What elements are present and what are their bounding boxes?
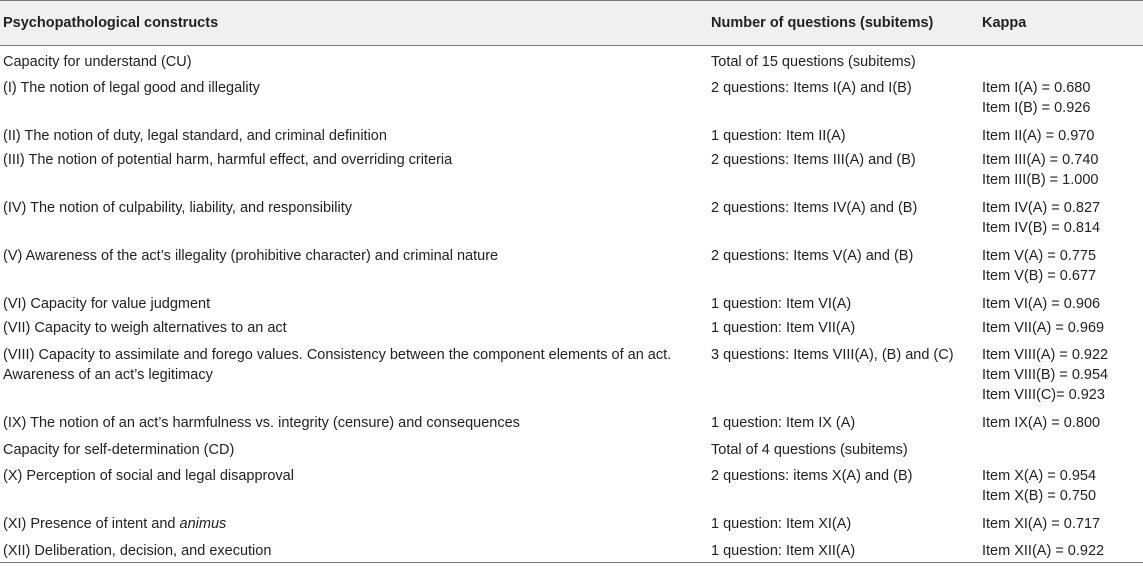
kappa-value: Item VIII(C)= 0.923 — [982, 387, 1105, 403]
construct-text: (VI) Capacity for value judgment — [3, 296, 211, 312]
kappa-cell — [975, 342, 1143, 410]
kappa-value: Item IX(A) = 0.800 — [982, 415, 1101, 431]
questions-cell: 2 questions: Items I(A) and I(B) — [711, 80, 912, 96]
construct-cell — [0, 315, 708, 342]
kappa-value: Item XI(A) = 0.717 — [982, 516, 1101, 532]
kappa-value: Item III(B) = 1.000 — [982, 172, 1099, 188]
kappa-cell — [975, 463, 1143, 511]
kappa-value: Item VIII(A) = 0.922 — [982, 347, 1109, 363]
construct-text: Capacity for understand (CU) — [3, 54, 192, 70]
construct-text: (II) The notion of duty, legal standard, and criminal definition — [3, 128, 387, 144]
table-row — [0, 342, 1143, 410]
construct-cell — [0, 147, 708, 195]
construct-cell — [0, 123, 708, 147]
table-row — [0, 410, 1143, 434]
construct-text: (VIII) Capacity to assimilate and forego values. Consistency between the component elements of an act. Awareness of an act’s legitimacy — [3, 347, 672, 383]
kappa-cell — [975, 291, 1143, 315]
kappa-cell — [975, 410, 1143, 434]
kappa-value: Item VIII(B) = 0.954 — [982, 367, 1109, 383]
table-row — [0, 195, 1143, 243]
construct-cell — [0, 291, 708, 315]
construct-text: (VII) Capacity to weigh alternatives to an act — [3, 320, 287, 336]
kappa-cell — [975, 46, 1143, 76]
header-row — [0, 1, 1143, 46]
questions-cell: 1 question: Item IX (A) — [711, 415, 856, 431]
table-row — [0, 291, 1143, 315]
construct-text: (X) Perception of social and legal disapproval — [3, 468, 294, 484]
questions-cell: 2 questions: Items III(A) and (B) — [711, 152, 916, 168]
kappa-value: Item IV(A) = 0.827 — [982, 200, 1101, 216]
construct-text: (XII) Deliberation, decision, and execution — [3, 543, 272, 559]
table-header — [0, 1, 1143, 46]
questions-cell: 1 question: Item XI(A) — [711, 516, 852, 532]
questions-cell: Total of 4 questions (subitems) — [711, 442, 908, 458]
construct-cell — [0, 410, 708, 434]
questions-cell: 3 questions: Items VIII(A), (B) and (C) — [711, 347, 954, 363]
kappa-cell — [975, 538, 1143, 563]
table-row — [0, 434, 1143, 463]
construct-cell — [0, 46, 708, 76]
construct-cell — [0, 342, 708, 410]
kappa-cell — [975, 75, 1143, 123]
kappa-value: Item X(B) = 0.750 — [982, 488, 1097, 504]
questions-cell: 2 questions: Items IV(A) and (B) — [711, 200, 918, 216]
construct-cell — [0, 434, 708, 463]
construct-text: (V) Awareness of the act’s illegality (prohibitive character) and criminal nature — [3, 248, 499, 264]
table-row — [0, 315, 1143, 342]
kappa-value: Item IV(B) = 0.814 — [982, 220, 1101, 236]
kappa-cell — [975, 195, 1143, 243]
table-row — [0, 463, 1143, 511]
kappa-cell — [975, 434, 1143, 463]
construct-text: (I) The notion of legal good and illegality — [3, 80, 260, 96]
table-body — [0, 46, 1143, 563]
kappa-value: Item V(A) = 0.775 — [982, 248, 1097, 264]
kappa-value: Item X(A) = 0.954 — [982, 468, 1097, 484]
kappa-value: Item I(A) = 0.680 — [982, 80, 1091, 96]
table-row — [0, 243, 1143, 291]
table-row — [0, 75, 1143, 123]
kappa-cell — [975, 511, 1143, 538]
questions-cell: Total of 15 questions (subitems) — [711, 54, 916, 70]
header-kappa: Kappa — [975, 1, 1143, 46]
construct-text: Capacity for self-determination (CD) — [3, 442, 235, 458]
table-row — [0, 123, 1143, 147]
questions-cell: 1 question: Item VII(A) — [711, 320, 856, 336]
questions-cell: 1 question: Item VI(A) — [711, 296, 852, 312]
table-row — [0, 46, 1143, 76]
kappa-value: Item VI(A) = 0.906 — [982, 296, 1101, 312]
kappa-cell — [975, 243, 1143, 291]
questions-cell: 2 questions: items X(A) and (B) — [711, 468, 913, 484]
construct-text: (IV) The notion of culpability, liability, and responsibility — [3, 200, 352, 216]
construct-cell — [0, 511, 708, 538]
table-row — [0, 511, 1143, 538]
kappa-cell — [975, 147, 1143, 195]
header-questions: Number of questions (subitems) — [708, 1, 975, 46]
construct-cell — [0, 75, 708, 123]
kappa-cell — [975, 315, 1143, 342]
kappa-value: Item II(A) = 0.970 — [982, 128, 1095, 144]
questions-cell: 1 question: Item XII(A) — [708, 538, 975, 563]
construct-cell — [0, 538, 708, 563]
construct-text: (XI) Presence of intent and — [3, 516, 176, 532]
construct-italic-text: animus — [179, 516, 227, 532]
questions-cell: 2 questions: Items V(A) and (B) — [711, 248, 914, 264]
kappa-value: Item VII(A) = 0.969 — [982, 320, 1105, 336]
header-constructs: Psychopathological constructs — [0, 1, 708, 46]
questions-cell: 1 question: Item II(A) — [711, 128, 846, 144]
kappa-cell — [975, 123, 1143, 147]
kappa-value: Item III(A) = 0.740 — [982, 152, 1099, 168]
kappa-value: Item I(B) = 0.926 — [982, 100, 1091, 116]
construct-cell — [0, 243, 708, 291]
kappa-value: Item XII(A) = 0.922 — [982, 543, 1105, 559]
kappa-value: Item V(B) = 0.677 — [982, 268, 1097, 284]
table-row — [0, 538, 1143, 563]
construct-cell — [0, 195, 708, 243]
construct-cell — [0, 463, 708, 511]
construct-text: (III) The notion of potential harm, harmful effect, and overriding criteria — [3, 152, 453, 168]
construct-text: (IX) The notion of an act’s harmfulness vs. integrity (censure) and consequences — [3, 415, 520, 431]
table-row — [0, 147, 1143, 195]
